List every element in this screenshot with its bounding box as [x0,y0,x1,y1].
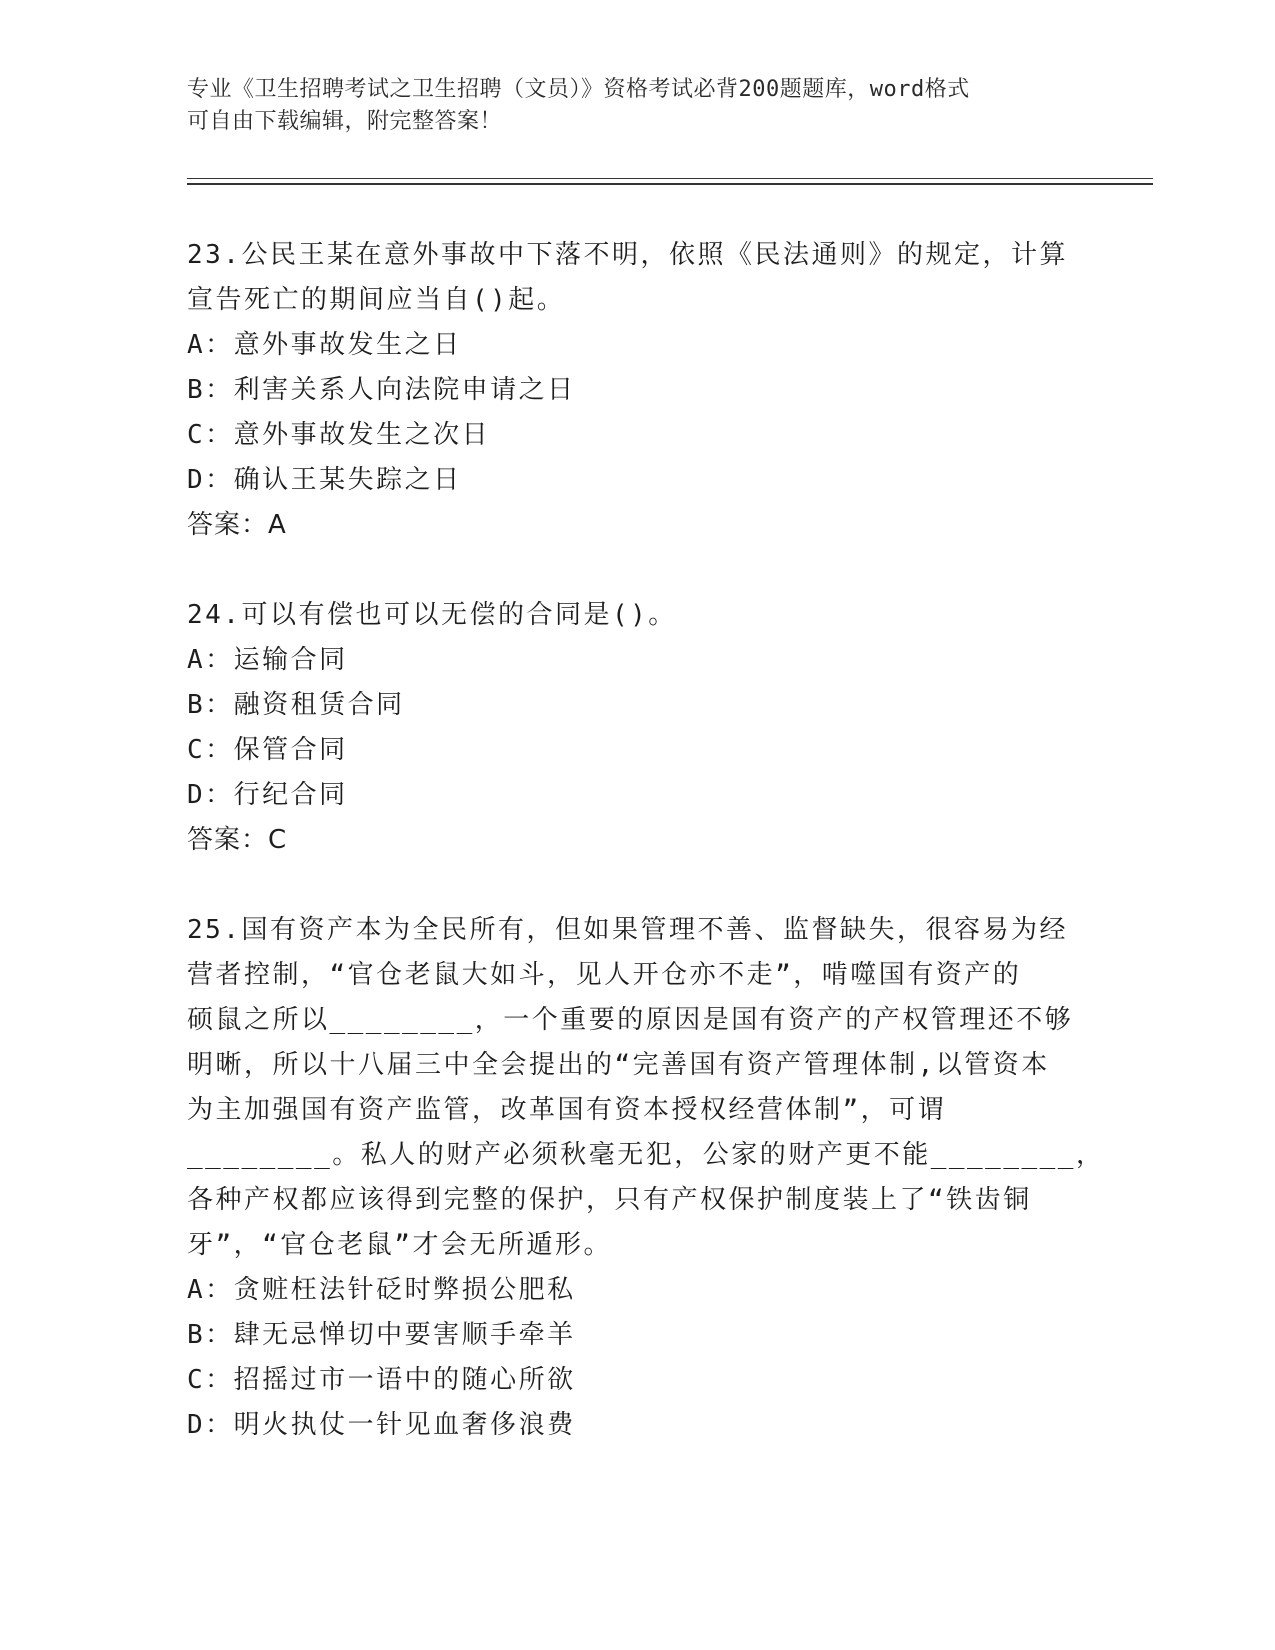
question-text: 营者控制，“官仓老鼠大如斗，见人开仓亦不走”，啃噬国有资产的 [187,960,1022,990]
option-c: C：招摇过市一语中的随心所欲 [187,1365,576,1395]
question-text: 宣告死亡的期间应当自()起。 [187,285,566,315]
option-b: B：利害关系人向法院申请之日 [187,375,576,405]
header-divider-thin [187,178,1153,179]
option-c: C：保管合同 [187,735,348,765]
option-a: A：意外事故发生之日 [187,330,462,360]
header-divider-thick [187,183,1153,185]
option-d: D：确认王某失踪之日 [187,465,462,495]
option-c: C：意外事故发生之次日 [187,420,491,450]
question-text: 硕鼠之所以________，一个重要的原因是国有资产的产权管理还不够 [187,1005,1074,1035]
question-text: 牙”，“官仓老鼠”才会无所遁形。 [187,1230,612,1260]
question-23 [187,233,1087,548]
question-25 [187,908,1105,1448]
question-text: 23.公民王某在意外事故中下落不明，依照《民法通则》的规定，计算 [187,240,1068,270]
question-list [187,233,1105,1493]
question-text: 明晰，所以十八届三中全会提出的“完善国有资产管理体制,以管资本 [187,1050,1050,1080]
question-text: 24.可以有偿也可以无偿的合同是()。 [187,600,677,630]
header-line: 专业《卫生招聘考试之卫生招聘（文员）》资格考试必背200题题库，word格式 [187,77,970,102]
question-24 [187,593,1087,863]
document-header [187,74,1067,138]
header-line: 可自由下载编辑，附完整答案！ [187,109,503,134]
option-a: A：贪赃枉法针砭时弊损公肥私 [187,1275,576,1305]
answer-label: 答案：A [187,510,287,540]
question-text: 为主加强国有资产监管，改革国有资本授权经营体制”，可谓 [187,1095,947,1125]
option-d: D：明火执仗一针见血奢侈浪费 [187,1410,576,1440]
option-d: D：行纪合同 [187,780,348,810]
question-text: ________。私人的财产必须秋毫无犯，公家的财产更不能________， [187,1140,1105,1170]
option-b: B：融资租赁合同 [187,690,405,720]
answer-label: 答案：C [187,825,288,855]
option-b: B：肆无忌惮切中要害顺手牵羊 [187,1320,576,1350]
question-text: 25.国有资产本为全民所有，但如果管理不善、监督缺失，很容易为经 [187,915,1068,945]
question-text: 各种产权都应该得到完整的保护，只有产权保护制度装上了“铁齿铜 [187,1185,1032,1215]
option-a: A：运输合同 [187,645,348,675]
